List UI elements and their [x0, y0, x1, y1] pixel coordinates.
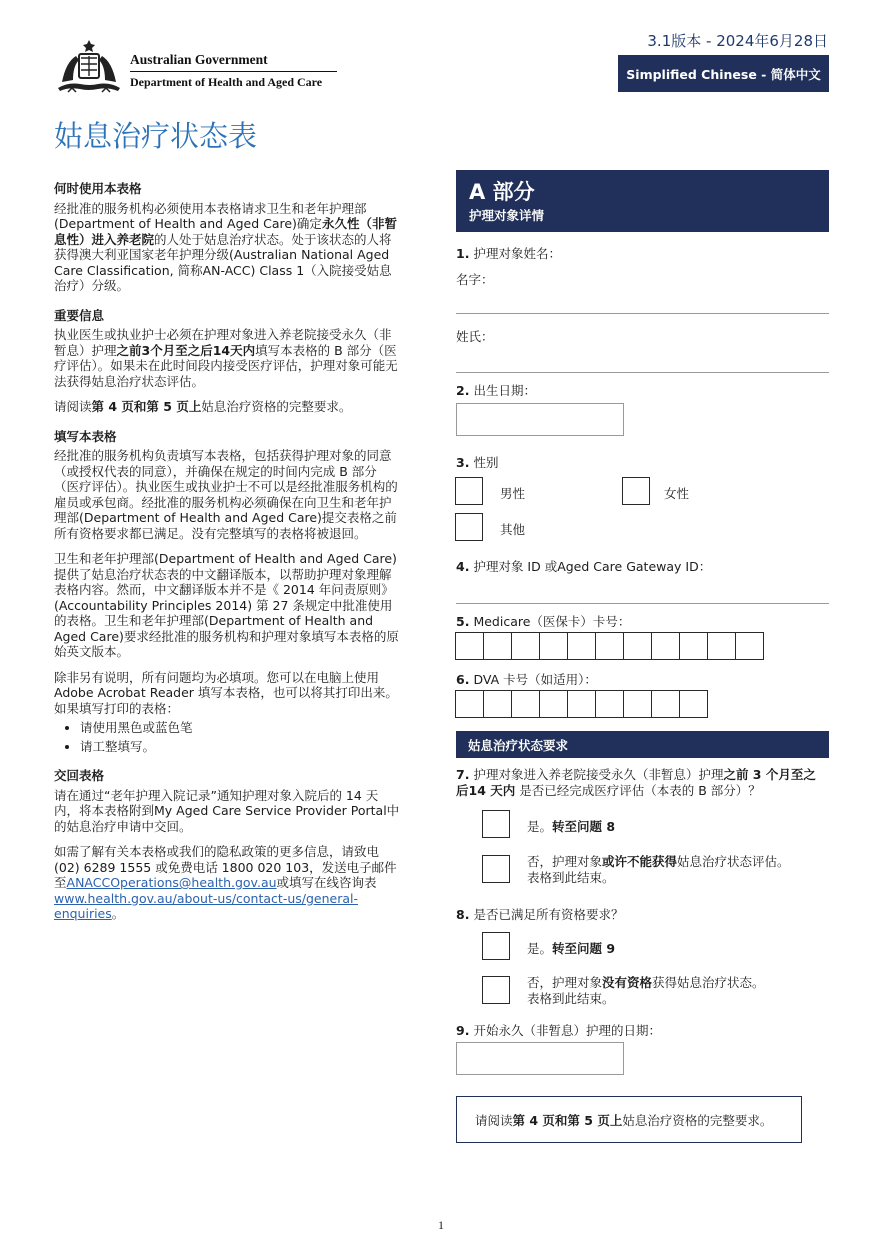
first-name-field[interactable]: [456, 313, 829, 314]
return-paragraph-2: 如需了解有关本表格或我们的隐私政策的更多信息，请致电 (02) 6289 1555 或免费电话 1800 020 103，发送电子邮件至ANACCOperations@health.gov.au或填写在线咨询表www.health.gov.au/about-us/contact-us/general-enquiries。: [54, 844, 397, 921]
care-recipient-id-field[interactable]: [456, 603, 829, 604]
dob-field[interactable]: [456, 403, 624, 436]
filling-bullet-list: [54, 720, 400, 754]
filling-section: [54, 429, 400, 755]
male-label: 男性: [500, 486, 526, 501]
last-name-label: 姓氏：: [456, 329, 494, 344]
important-info-heading: 重要信息: [54, 307, 105, 323]
q8-no-checkbox[interactable]: [482, 976, 510, 1004]
q9-label: 9. 开始永久（非暂息）护理的日期：: [456, 1023, 661, 1038]
care-start-date-field[interactable]: [456, 1042, 624, 1075]
filling-paragraph-2: 卫生和老年护理部(Department of Health and Aged Care)提供了姑息治疗状态表的中文翻译版本，以帮助护理对象理解表格内容。然而，中文翻译版本并不是《 2014 年问责原则》(Accountability Principles 2014) 第 27 条规定中批准使用的表格。卫生和老年护理部(Department of Health and Aged Care)要求经批准的服务机构和护理对象填写本表格的原始英文版本。: [54, 551, 399, 659]
when-to-use-text: 经批准的服务机构必须使用本表格请求卫生和老年护理部(Department of Health and Aged Care)确定永久性（非暂息性）进入养老院的人处于姑息治疗状态。处于该状态的人将获得澳大利亚国家老年护理分级(Australian National Aged Care Classification, 简称AN-ACC) Class 1（入院接受姑息治疗）分级。: [54, 200, 397, 293]
q8-label: 8. 是否已满足所有资格要求？: [456, 907, 624, 922]
email-link[interactable]: ANACCOperations@health.gov.au: [66, 875, 277, 890]
filling-paragraph-3: 除非另有说明，所有问题均为必填项。您可以在电脑上使用 Adobe Acrobat Reader 填写本表格，也可以将其打印出来。如果填写打印的表格：: [54, 669, 398, 716]
q3-label: 3. 性别: [456, 455, 499, 470]
q7-label: 7. 护理对象进入养老院接受永久（非暂息）护理之前 3 个月至之后14 天内 是否已经完成医疗评估（本表的 B 部分）？: [456, 767, 816, 798]
q2-label: 2. 出生日期：: [456, 383, 536, 398]
filling-heading: 填写本表格: [54, 428, 117, 444]
first-name-label: 名字：: [456, 272, 494, 287]
medicare-number-field[interactable]: [455, 632, 764, 660]
important-info-section: [54, 308, 400, 415]
coat-of-arms-icon: [54, 38, 124, 98]
important-info-text: 执业医生或执业护士必须在护理对象进入养老院接受永久（非暂息）护理之前3个月至之后14天内填写本表格的 B 部分（医疗评估）。如果未在此时间段内接受医疗评估，护理对象可能无法获得姑息治疗状态评估。: [54, 327, 398, 389]
q7-no-checkbox[interactable]: [482, 855, 510, 883]
q5-label: 5. Medicare（医保卡）卡号：: [456, 614, 631, 629]
filling-paragraph-1: 经批准的服务机构负责填写本表格，包括获得护理对象的同意（或授权代表的同意），并确保在规定的时间内完成 B 部分（医疗评估）。执业医生或执业护士不可以是经批准服务机构的雇员或承包商。经批准的服务机构必须确保在向卫生和老年护理部(Department of Health and Aged Care)提交表格之前所有资格要求都已满足。没有完整填写的表格将被退回。: [54, 448, 398, 541]
q8-no-label: 否，护理对象没有资格获得姑息治疗状态。 表格到此结束。: [527, 975, 765, 1006]
return-heading: 交回表格: [54, 768, 105, 783]
male-checkbox[interactable]: [455, 477, 483, 505]
header-divider: [130, 71, 337, 72]
female-label: 女性: [664, 486, 690, 501]
when-to-use-section: [54, 181, 400, 294]
part-a-subtitle: 护理对象详情: [469, 208, 545, 223]
q4-label: 4. 护理对象 ID 或Aged Care Gateway ID：: [456, 559, 712, 574]
when-to-use-heading: 何时使用本表格: [54, 181, 142, 196]
female-checkbox[interactable]: [622, 477, 650, 505]
department-name: Department of Health and Aged Care: [130, 75, 323, 89]
read-pages-text: 请阅读第 4 页和第 5 页上姑息治疗资格的完整要求。: [54, 399, 352, 414]
q7-yes-checkbox[interactable]: [482, 810, 510, 838]
government-title: Australian Government: [130, 52, 268, 67]
page-title: 姑息治疗状态表: [54, 119, 258, 153]
enquiries-link[interactable]: www.health.gov.au/about-us/contact-us/general-enquiries: [54, 890, 358, 921]
q8-yes-label: 是。转至问题 9: [527, 941, 616, 956]
other-gender-label: 其他: [500, 522, 526, 537]
instructions-column: [54, 181, 400, 936]
part-a-title: A 部分: [469, 180, 535, 204]
q7-yes-label: 是。转至问题 8: [527, 819, 616, 834]
last-name-field[interactable]: [456, 372, 829, 373]
list-item: • 请工整填写。: [80, 739, 400, 755]
return-paragraph-1: 请在通过“老年护理入院记录”通知护理对象入院后的 14 天内，将本表格附到My Aged Care Service Provider Portal中的姑息治疗申请中交回。: [54, 787, 400, 834]
page-number: 1: [438, 1218, 444, 1232]
q6-label: 6. DVA 卡号（如适用）：: [456, 672, 597, 687]
q7-no-label: 否，护理对象或许不能获得姑息治疗状态评估。 表格到此结束。: [527, 854, 790, 885]
language-badge: Simplified Chinese - 简体中文: [618, 55, 829, 92]
q1-label: 1. 护理对象姓名：: [456, 246, 561, 261]
other-gender-checkbox[interactable]: [455, 513, 483, 541]
list-item: • 请使用黑色或蓝色笔: [80, 720, 400, 736]
return-section: [54, 768, 400, 922]
version-date: 3.1版本 - 2024年6月28日: [647, 32, 828, 50]
part-a-header: [456, 170, 829, 232]
q8-yes-checkbox[interactable]: [482, 932, 510, 960]
eligibility-note: 请阅读 第 4 页和第 5 页上 姑息治疗资格的完整要求。: [456, 1096, 802, 1143]
dva-number-field[interactable]: [455, 690, 708, 718]
status-requirements-banner: 姑息治疗状态要求: [456, 731, 829, 758]
